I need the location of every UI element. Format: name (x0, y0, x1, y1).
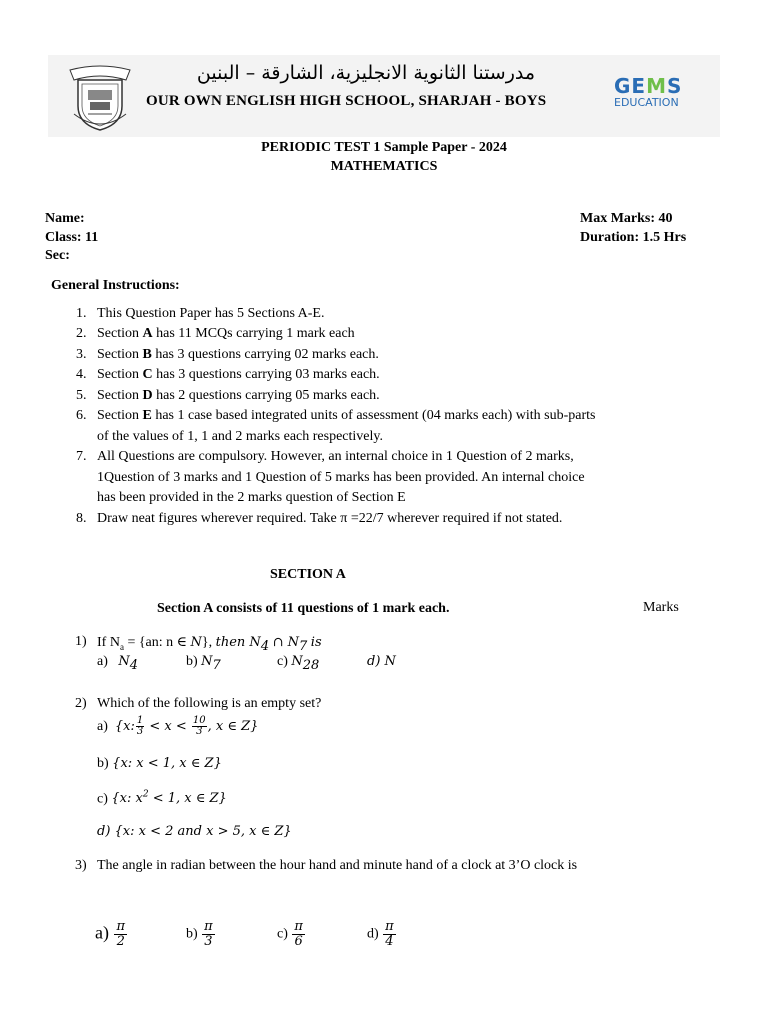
q1-option-a: a) $N_4$ (97, 654, 139, 673)
school-crest-icon (66, 60, 134, 132)
instruction-number: 6. (76, 408, 87, 423)
instruction-number: 3. (76, 347, 87, 362)
question-1-text: If $N_a = \{an$: n ∈ N}, then $N_4$ ∩ $N_7$ is (97, 635, 322, 654)
q3-option-a: a) $\frac{\pi}{2}$ (95, 919, 126, 949)
instruction-text: Section B has 3 questions carrying 02 marks each. (97, 347, 379, 362)
q3-option-c: c) $\frac{\pi}{6}$ (277, 919, 303, 949)
q1-option-c: c) $N_{28}$ (277, 654, 320, 673)
instruction-text: Section C has 3 questions carrying 03 marks each. (97, 367, 380, 382)
class-label: Class: 11 (45, 230, 99, 245)
instruction-text: Section D has 2 questions carrying 05 marks each. (97, 388, 380, 403)
section-subtitle: Section A consists of 11 questions of 1 mark each. (157, 601, 450, 616)
question-3-text: The angle in radian between the hour hand and minute hand of a clock at 3’O clock is (97, 858, 578, 873)
question-2-text: Which of the following is an empty set? (97, 696, 322, 711)
gems-logo: GEMS (614, 74, 683, 98)
instruction-text: 1Question of 3 marks and 1 Question of 5 marks has been provided. An internal choice (97, 469, 585, 485)
exam-subject: MATHEMATICS (330, 159, 438, 174)
question-number: 3) (75, 858, 87, 873)
q3-option-d: d) $\frac{\pi}{4}$ (367, 919, 394, 949)
q1-option-d: d) N (367, 654, 396, 669)
section-title: SECTION A (270, 567, 346, 582)
q3-option-b: b) $\frac{\pi}{3}$ (186, 919, 213, 949)
q2-option-c: c) {x: $x^2 < 1$, x ∈ Z} (97, 790, 227, 807)
name-field-label: Name: (45, 211, 85, 226)
duration: Duration: 1.5 Hrs (580, 230, 687, 245)
question-number: 1) (75, 634, 87, 649)
question-number: 2) (75, 696, 87, 711)
instruction-text: This Question Paper has 5 Sections A-E. (97, 306, 325, 321)
instruction-text: Draw neat figures wherever required. Take π =22/7 wherever required if not stated. (97, 511, 563, 526)
instruction-number: 7. (76, 449, 87, 464)
instruction-text: All Questions are compulsory. However, an internal choice in 1 Question of 2 marks, (97, 449, 574, 464)
q2-option-b: b) {x: x < 1, x ∈ Z} (97, 756, 222, 771)
max-marks: Max Marks: 40 (580, 211, 673, 226)
instruction-number: 1. (76, 306, 87, 321)
school-name: OUR OWN ENGLISH HIGH SCHOOL, SHARJAH - BOYS (146, 93, 547, 109)
marks-column-label: Marks (643, 600, 679, 615)
instruction-text: has been provided in the 2 marks question of Section E (97, 490, 406, 505)
gems-subtitle: EDUCATION (614, 96, 679, 109)
instruction-text: Section E has 1 case based integrated units of assessment (04 marks each) with sub-parts (97, 408, 596, 423)
q2-option-d: d) {x: x < 2 and x > 5, x ∈ Z} (97, 824, 292, 839)
instructions-heading: General Instructions: (51, 278, 180, 293)
instruction-number: 5. (76, 388, 87, 403)
instruction-number: 2. (76, 326, 87, 341)
instruction-text: Section A has 11 MCQs carrying 1 mark each (97, 326, 355, 341)
q1-option-b: b) $N_7$ (186, 654, 221, 673)
q2-option-a: a) {x: $\frac{1}{3}$ < x < $\frac{10}{3}$ , x ∈ Z} (97, 715, 259, 737)
section-label: Sec: (45, 248, 70, 263)
school-name-arabic: مدرستنا الثانوية الانجليزية، الشارقة – البنين (196, 62, 536, 84)
instruction-number: 8. (76, 511, 87, 526)
instruction-text: of the values of 1, 1 and 2 marks each respectively. (97, 429, 383, 444)
exam-title: PERIODIC TEST 1 Sample Paper - 2024 (261, 140, 507, 155)
instruction-number: 4. (76, 367, 87, 382)
